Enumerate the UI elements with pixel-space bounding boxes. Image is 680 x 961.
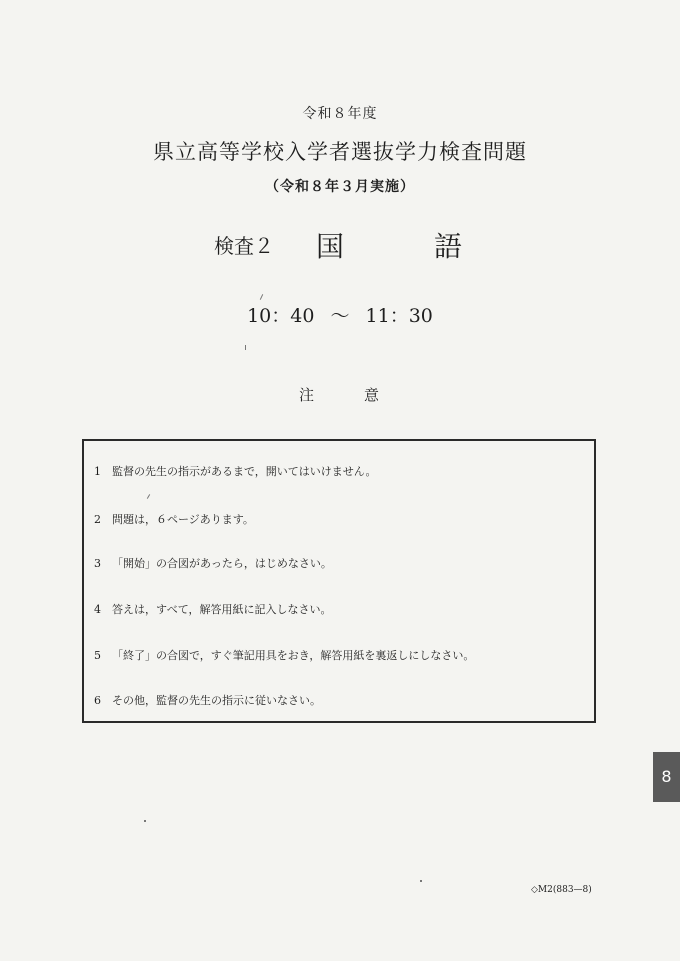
- instruction-text: 「終了」の合図で，すぐ筆記用具をおき，解答用紙を裏返しにしなさい。: [112, 649, 475, 662]
- instruction-number: 6: [94, 694, 101, 707]
- page-tab: 8: [653, 752, 680, 802]
- instruction-text: 問題は，６ページあります。: [112, 513, 254, 526]
- instruction-text: 答えは，すべて，解答用紙に記入しなさい。: [112, 603, 332, 616]
- exam-time: 10：40 ～ 11：30: [247, 305, 433, 327]
- instruction-text: 監督の先生の指示があるまで，開いてはいけません。: [112, 465, 377, 478]
- instruction-item: [94, 647, 474, 663]
- instruction-text: その他，監督の先生の指示に従いなさい。: [112, 694, 321, 707]
- subject-char-second: 語: [434, 230, 463, 263]
- exam-number: 検査２: [214, 234, 274, 258]
- page-code: ◇M2(883—8): [531, 885, 592, 895]
- instruction-number: 3: [94, 557, 101, 570]
- scan-speck: [144, 820, 146, 822]
- exam-date: （令和８年３月実施）: [265, 179, 415, 195]
- subject-char-first: 国: [316, 230, 345, 263]
- instruction-number: 4: [94, 603, 101, 616]
- instruction-item: [94, 555, 332, 571]
- instruction-item: [94, 511, 254, 527]
- scan-speck: [245, 345, 246, 350]
- instruction-item: [94, 463, 376, 479]
- instruction-text: 「開始」の合図があったら，はじめなさい。: [112, 557, 332, 570]
- instruction-number: 2: [94, 513, 101, 526]
- instruction-number: 5: [94, 649, 101, 662]
- scan-speck: [420, 880, 422, 882]
- era-label: 令和８年度: [302, 106, 378, 122]
- instruction-number: 1: [94, 465, 101, 478]
- notice-heading-first: 注: [299, 386, 315, 404]
- instructions-box: [82, 439, 596, 723]
- scan-speck: [260, 294, 263, 300]
- instruction-item: [94, 692, 321, 708]
- instruction-item: [94, 601, 332, 617]
- notice-heading-second: 意: [364, 386, 380, 404]
- exam-title: 県立高等学校入学者選抜学力検査問題: [153, 140, 527, 164]
